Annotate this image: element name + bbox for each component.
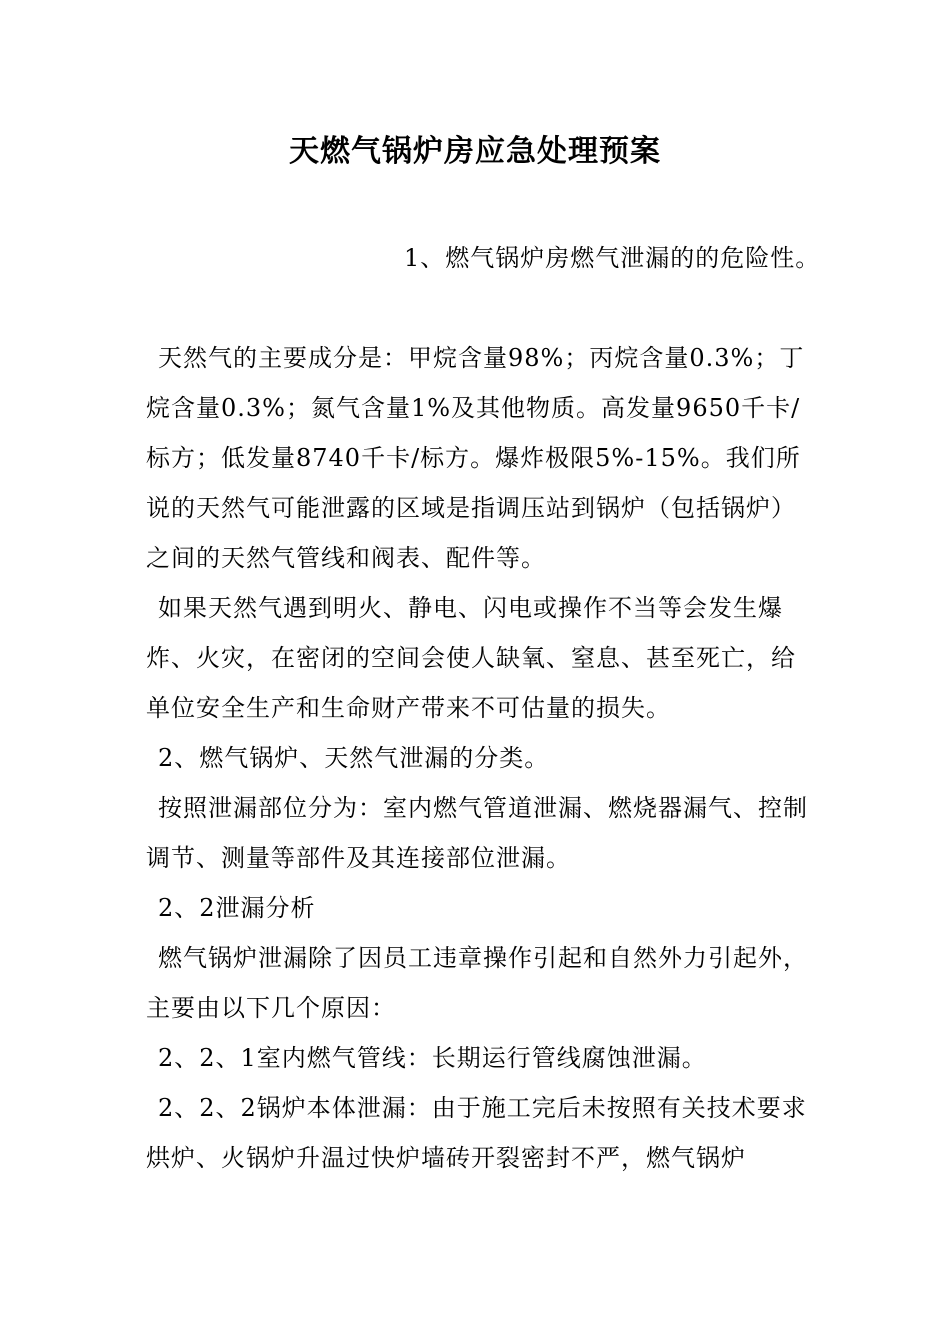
document-title: 天燃气锅炉房应急处理预案: [289, 134, 661, 169]
paragraph-leak-location: 按照泄漏部位分为：室内燃气管道泄漏、燃烧器漏气、控制调节、测量等部件及其连接部位泄漏。: [146, 794, 808, 872]
section-heading-1: 1、燃气锅炉房燃气泄漏的的危险性。: [404, 244, 821, 272]
paragraph-boiler-body: 2、2、2锅炉本体泄漏：由于施工完后未按照有关技术要求烘炉、火锅炉升温过快炉墙砖开裂密封不严，燃气锅炉: [146, 1094, 807, 1172]
document-body: [146, 333, 816, 1183]
paragraph-composition: 天然气的主要成分是：甲烷含量98%；丙烷含量0.3%；丁烷含量0.3%；氮气含量1%及其他物质。高发量9650千卡/标方；低发量8740千卡/标方。爆炸极限5%-15%。我们所说的天然气可能泄露的区域是指调压站到锅炉（包括锅炉）之间的天然气管线和阀表、配件等。: [146, 344, 805, 572]
section-heading-2-2: 2、2泄漏分析: [158, 894, 316, 922]
paragraph-leak-causes: 燃气锅炉泄漏除了因员工违章操作引起和自然外力引起外，主要由以下几个原因：: [146, 944, 808, 1022]
paragraph-indoor-pipeline: 2、2、1室内燃气管线：长期运行管线腐蚀泄漏。: [158, 1044, 707, 1072]
section-heading-2: 2、燃气锅炉、天然气泄漏的分类。: [158, 744, 550, 772]
paragraph-danger: 如果天然气遇到明火、静电、闪电或操作不当等会发生爆炸、火灾，在密闭的空间会使人缺氧、窒息、甚至死亡，给单位安全生产和生命财产带来不可估量的损失。: [146, 594, 796, 722]
